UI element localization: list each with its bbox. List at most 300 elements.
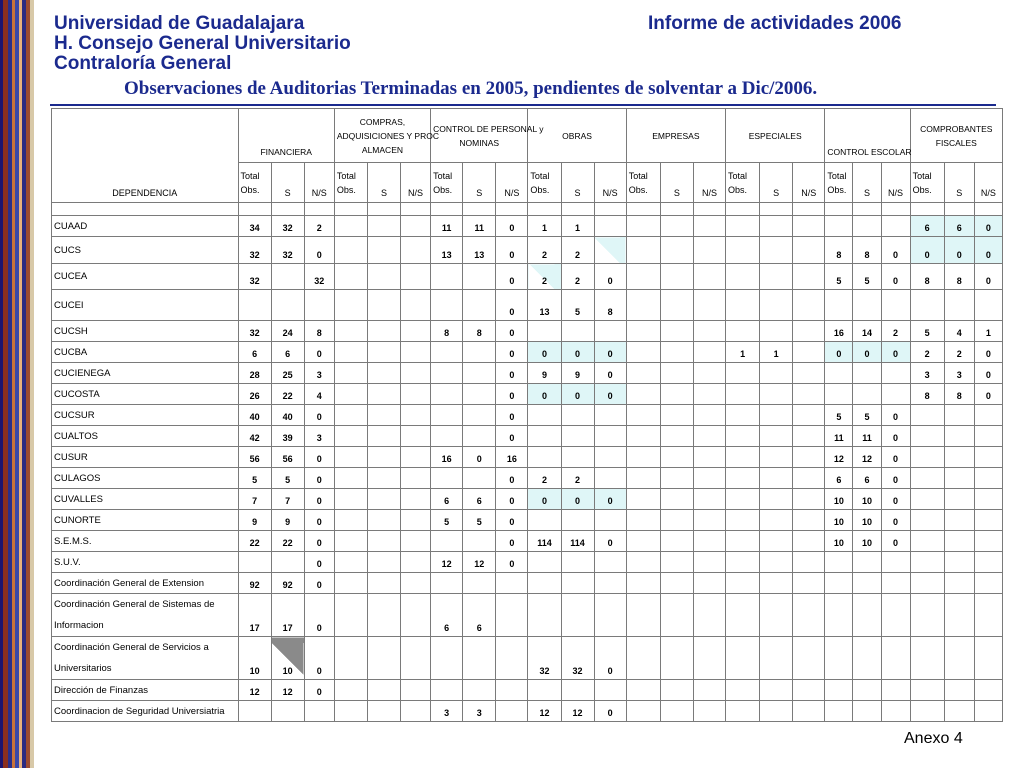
table-cell: [910, 447, 944, 468]
table-cell: 1: [974, 321, 1002, 342]
table-cell: [944, 426, 974, 447]
table-cell: [561, 680, 594, 701]
table-cell: 16: [431, 447, 463, 468]
table-cell: 10: [853, 489, 881, 510]
table-cell: [528, 552, 561, 573]
table-row: [52, 363, 1003, 384]
dependency-name: CUCBA: [52, 342, 239, 363]
table-cell: 40: [271, 405, 304, 426]
table-cell: [334, 384, 367, 405]
table-row: [52, 342, 1003, 363]
obs-label: Obs.: [433, 184, 453, 195]
table-cell: [401, 510, 431, 531]
table-cell: 11: [825, 426, 853, 447]
table-row: [52, 216, 1003, 237]
table-cell: 0: [304, 468, 334, 489]
table-cell: 12: [853, 447, 881, 468]
table-cell: 5: [561, 290, 594, 321]
table-cell: [401, 552, 431, 573]
table-cell: [726, 573, 760, 594]
spacer-cell: [52, 203, 239, 216]
table-cell: 28: [238, 363, 271, 384]
table-cell: [367, 342, 400, 363]
table-cell: [853, 216, 881, 237]
table-cell: 0: [881, 510, 910, 531]
table-cell: [626, 342, 660, 363]
table-cell: 0: [304, 237, 334, 264]
table-cell: [881, 573, 910, 594]
table-cell: 14: [853, 321, 881, 342]
table-cell: [693, 264, 725, 290]
table-cell: [334, 363, 367, 384]
table-cell: [463, 363, 496, 384]
table-cell: [367, 384, 400, 405]
table-cell: [944, 510, 974, 531]
table-cell: 0: [304, 637, 334, 680]
table-cell: [760, 510, 793, 531]
table-cell: [693, 594, 725, 637]
table-cell: 2: [561, 237, 594, 264]
table-cell: [693, 489, 725, 510]
table-cell: [334, 573, 367, 594]
table-cell: [726, 264, 760, 290]
table-cell: [367, 405, 400, 426]
table-cell: 7: [238, 489, 271, 510]
s-header: S: [944, 163, 974, 203]
decorative-side-stripe: [0, 0, 38, 768]
table-cell: [944, 552, 974, 573]
table-cell: [431, 264, 463, 290]
table-cell: [367, 573, 400, 594]
table-cell: 0: [594, 489, 626, 510]
table-cell: 32: [528, 637, 561, 680]
table-cell: 0: [304, 531, 334, 552]
table-cell: [760, 552, 793, 573]
table-cell: [853, 573, 881, 594]
spacer-cell: [944, 203, 974, 216]
table-row: [52, 701, 1003, 722]
table-cell: [853, 384, 881, 405]
table-cell: [594, 405, 626, 426]
table-cell: [793, 531, 825, 552]
table-cell: 0: [881, 468, 910, 489]
table-cell: [793, 680, 825, 701]
table-cell: 12: [528, 701, 561, 722]
table-cell: [910, 680, 944, 701]
table-cell: [693, 290, 725, 321]
group-header-line: NOMINAS: [459, 137, 500, 148]
table-cell: 0: [594, 384, 626, 405]
table-cell: [334, 237, 367, 264]
table-cell: [693, 468, 725, 489]
office-name: Contraloría General: [54, 53, 232, 74]
table-cell: [401, 701, 431, 722]
table-cell: [793, 290, 825, 321]
table-cell: [693, 384, 725, 405]
table-cell: [944, 468, 974, 489]
group-header: [528, 109, 626, 163]
group-header-line: ADQUISICIONES Y PROC: [336, 130, 439, 141]
table-row: [52, 552, 1003, 573]
table-cell: [660, 489, 693, 510]
table-cell: 5: [825, 264, 853, 290]
table-cell: [626, 426, 660, 447]
slide-subtitle: Observaciones de Auditorias Terminadas en 2005, pendientes de solventar a Dic/2006.: [124, 78, 818, 99]
table-cell: 0: [974, 237, 1002, 264]
table-cell: 3: [910, 363, 944, 384]
total-obs-header: [431, 163, 463, 203]
total-obs-header: [825, 163, 853, 203]
table-cell: [594, 216, 626, 237]
table-cell: 0: [496, 342, 528, 363]
table-cell: 1: [760, 342, 793, 363]
table-cell: [401, 531, 431, 552]
table-cell: [853, 701, 881, 722]
table-cell: [881, 594, 910, 637]
table-cell: [825, 363, 853, 384]
table-cell: [367, 637, 400, 680]
group-header-line: CONTROL DE PERSONAL y: [433, 123, 544, 134]
table-cell: [693, 216, 725, 237]
spacer-cell: [726, 203, 760, 216]
report-title: Informe de actividades 2006: [648, 13, 902, 34]
council-name: H. Consejo General Universitario: [54, 33, 351, 54]
table-cell: [726, 531, 760, 552]
table-cell: 0: [881, 342, 910, 363]
table-cell: 12: [238, 680, 271, 701]
table-cell: 6: [271, 342, 304, 363]
table-cell: [431, 573, 463, 594]
table-cell: [431, 363, 463, 384]
table-cell: [367, 363, 400, 384]
table-cell: [431, 531, 463, 552]
ns-header: N/S: [304, 163, 334, 203]
table-cell: 3: [463, 701, 496, 722]
table-cell: [334, 701, 367, 722]
table-cell: 2: [528, 237, 561, 264]
table-cell: [944, 637, 974, 680]
table-cell: 0: [496, 363, 528, 384]
table-cell: [660, 701, 693, 722]
table-cell: [401, 489, 431, 510]
table-cell: [825, 552, 853, 573]
total-obs-header: [238, 163, 271, 203]
table-cell: [910, 290, 944, 321]
table-cell: [793, 489, 825, 510]
table-cell: [974, 489, 1002, 510]
table-cell: [825, 290, 853, 321]
table-cell: [853, 552, 881, 573]
table-cell: 0: [496, 290, 528, 321]
table-row: [52, 264, 1003, 290]
table-cell: 0: [594, 342, 626, 363]
table-cell: [944, 447, 974, 468]
table-cell: [910, 489, 944, 510]
table-cell: 32: [238, 321, 271, 342]
total-label: Total: [827, 170, 847, 181]
table-cell: [974, 594, 1002, 637]
table-cell: [431, 680, 463, 701]
table-cell: [626, 510, 660, 531]
table-cell: [910, 531, 944, 552]
table-cell: [463, 680, 496, 701]
table-cell: [561, 510, 594, 531]
total-label: Total: [628, 170, 648, 181]
table-cell: [660, 426, 693, 447]
s-header: S: [463, 163, 496, 203]
table-cell: 5: [853, 264, 881, 290]
dependency-name: CUCOSTA: [52, 384, 239, 405]
table-cell: 32: [271, 216, 304, 237]
table-cell: [334, 531, 367, 552]
table-cell: [910, 701, 944, 722]
table-cell: [693, 531, 725, 552]
table-cell: [431, 637, 463, 680]
table-cell: [910, 552, 944, 573]
table-cell: 16: [825, 321, 853, 342]
table-cell: [853, 680, 881, 701]
total-obs-header: [528, 163, 561, 203]
table-cell: 0: [496, 216, 528, 237]
table-cell: [881, 552, 910, 573]
table-cell: 0: [496, 426, 528, 447]
table-cell: [825, 680, 853, 701]
total-label: Total: [728, 170, 748, 181]
table-cell: 8: [944, 384, 974, 405]
table-cell: [660, 531, 693, 552]
table-cell: [693, 237, 725, 264]
table-cell: [528, 680, 561, 701]
table-cell: 4: [304, 384, 334, 405]
table-cell: 13: [528, 290, 561, 321]
table-cell: [401, 405, 431, 426]
table-cell: [693, 342, 725, 363]
table-cell: 10: [825, 531, 853, 552]
table-cell: 56: [271, 447, 304, 468]
table-row: [52, 510, 1003, 531]
dependency-name: CUCSUR: [52, 405, 239, 426]
table-cell: 8: [910, 384, 944, 405]
table-cell: 10: [825, 510, 853, 531]
table-cell: 6: [431, 489, 463, 510]
table-cell: [660, 447, 693, 468]
table-cell: [693, 426, 725, 447]
table-cell: [334, 426, 367, 447]
table-cell: 0: [496, 264, 528, 290]
table-cell: [528, 573, 561, 594]
table-cell: [881, 680, 910, 701]
table-cell: [944, 405, 974, 426]
table-cell: [760, 321, 793, 342]
table-cell: [726, 237, 760, 264]
dependency-name: S.E.M.S.: [52, 531, 239, 552]
table-row: [52, 447, 1003, 468]
table-cell: 8: [463, 321, 496, 342]
table-cell: 11: [853, 426, 881, 447]
group-header-line: COMPROBANTES: [920, 123, 993, 134]
table-cell: [793, 468, 825, 489]
table-cell: [825, 594, 853, 637]
table-cell: [304, 701, 334, 722]
table-cell: [401, 573, 431, 594]
spacer-cell: [910, 203, 944, 216]
table-cell: [594, 552, 626, 573]
table-cell: [528, 405, 561, 426]
obs-label: Obs.: [728, 184, 748, 195]
table-cell: 6: [238, 342, 271, 363]
table-cell: [793, 701, 825, 722]
dependency-name: CUCIENEGA: [52, 363, 239, 384]
table-cell: [726, 510, 760, 531]
total-label: Total: [433, 170, 453, 181]
table-cell: [660, 510, 693, 531]
dependency-name: CUVALLES: [52, 489, 239, 510]
group-header-line: FINANCIERA: [260, 147, 312, 157]
table-cell: 0: [881, 447, 910, 468]
table-cell: [974, 405, 1002, 426]
obs-label: Obs.: [336, 184, 356, 195]
table-cell: [853, 363, 881, 384]
table-cell: [910, 426, 944, 447]
table-cell: [594, 447, 626, 468]
table-cell: [367, 216, 400, 237]
table-cell: [401, 447, 431, 468]
table-cell: 6: [944, 216, 974, 237]
table-cell: [626, 321, 660, 342]
table-cell: 6: [825, 468, 853, 489]
table-cell: [974, 531, 1002, 552]
table-cell: [626, 531, 660, 552]
table-cell: [793, 447, 825, 468]
table-row: [52, 637, 1003, 680]
table-cell: 0: [881, 237, 910, 264]
table-cell: 8: [910, 264, 944, 290]
table-cell: [463, 384, 496, 405]
table-cell: [334, 290, 367, 321]
s-header: S: [367, 163, 400, 203]
table-cell: [881, 384, 910, 405]
table-cell: [401, 321, 431, 342]
table-cell: [726, 680, 760, 701]
table-cell: [367, 552, 400, 573]
table-cell: [334, 489, 367, 510]
table-cell: [944, 701, 974, 722]
table-cell: 12: [431, 552, 463, 573]
table-cell: [825, 384, 853, 405]
group-header: [910, 109, 1002, 163]
table-cell: [334, 321, 367, 342]
spacer-cell: [825, 203, 853, 216]
table-cell: [944, 290, 974, 321]
table-cell: 10: [271, 637, 304, 680]
table-cell: 13: [463, 237, 496, 264]
table-cell: [974, 447, 1002, 468]
table-cell: [793, 552, 825, 573]
table-cell: 2: [561, 264, 594, 290]
table-cell: [528, 321, 561, 342]
table-cell: [760, 447, 793, 468]
dependency-name: Coordinación General de Servicios a Universitarios: [52, 637, 239, 680]
table-cell: [401, 680, 431, 701]
table-cell: 0: [881, 405, 910, 426]
table-cell: [760, 216, 793, 237]
group-header: [726, 109, 825, 163]
table-cell: [626, 468, 660, 489]
annex-label: Anexo 4: [904, 730, 963, 747]
table-cell: [594, 510, 626, 531]
group-header: [431, 109, 544, 163]
table-cell: [660, 468, 693, 489]
group-header: [626, 109, 725, 163]
table-cell: [594, 594, 626, 637]
table-cell: [334, 405, 367, 426]
spacer-cell: [496, 203, 528, 216]
table-cell: 1: [726, 342, 760, 363]
table-cell: [626, 216, 660, 237]
table-cell: [626, 573, 660, 594]
table-cell: [463, 342, 496, 363]
s-header: S: [271, 163, 304, 203]
table-cell: [910, 510, 944, 531]
table-cell: [367, 531, 400, 552]
table-cell: 6: [910, 216, 944, 237]
table-cell: [793, 426, 825, 447]
table-cell: [693, 447, 725, 468]
table-cell: [910, 468, 944, 489]
table-cell: [334, 680, 367, 701]
table-cell: [334, 552, 367, 573]
spacer-cell: [271, 203, 304, 216]
spacer-cell: [974, 203, 1002, 216]
table-cell: [561, 405, 594, 426]
table-cell: [496, 573, 528, 594]
table-cell: [367, 680, 400, 701]
table-cell: [334, 468, 367, 489]
table-cell: [401, 637, 431, 680]
table-cell: [561, 594, 594, 637]
table-cell: 1: [528, 216, 561, 237]
table-cell: [401, 264, 431, 290]
dependency-name: Coordinacion de Seguridad Universiatria: [52, 701, 239, 722]
s-header: S: [561, 163, 594, 203]
table-cell: 12: [561, 701, 594, 722]
table-cell: [528, 426, 561, 447]
ns-header: N/S: [693, 163, 725, 203]
table-cell: [626, 552, 660, 573]
table-cell: [726, 363, 760, 384]
table-cell: [660, 237, 693, 264]
spacer-cell: [401, 203, 431, 216]
table-cell: [726, 489, 760, 510]
group-header: [825, 109, 910, 163]
table-cell: 12: [825, 447, 853, 468]
table-cell: [238, 701, 271, 722]
table-cell: 0: [304, 552, 334, 573]
table-cell: 22: [271, 531, 304, 552]
table-cell: [304, 290, 334, 321]
table-cell: [660, 405, 693, 426]
table-row: [52, 426, 1003, 447]
table-cell: [431, 426, 463, 447]
table-cell: [334, 447, 367, 468]
table-cell: [693, 510, 725, 531]
table-cell: 0: [594, 637, 626, 680]
table-cell: [401, 384, 431, 405]
table-row: [52, 680, 1003, 701]
table-cell: [693, 680, 725, 701]
university-name: Universidad de Guadalajara: [54, 13, 305, 34]
dependency-name: CULAGOS: [52, 468, 239, 489]
